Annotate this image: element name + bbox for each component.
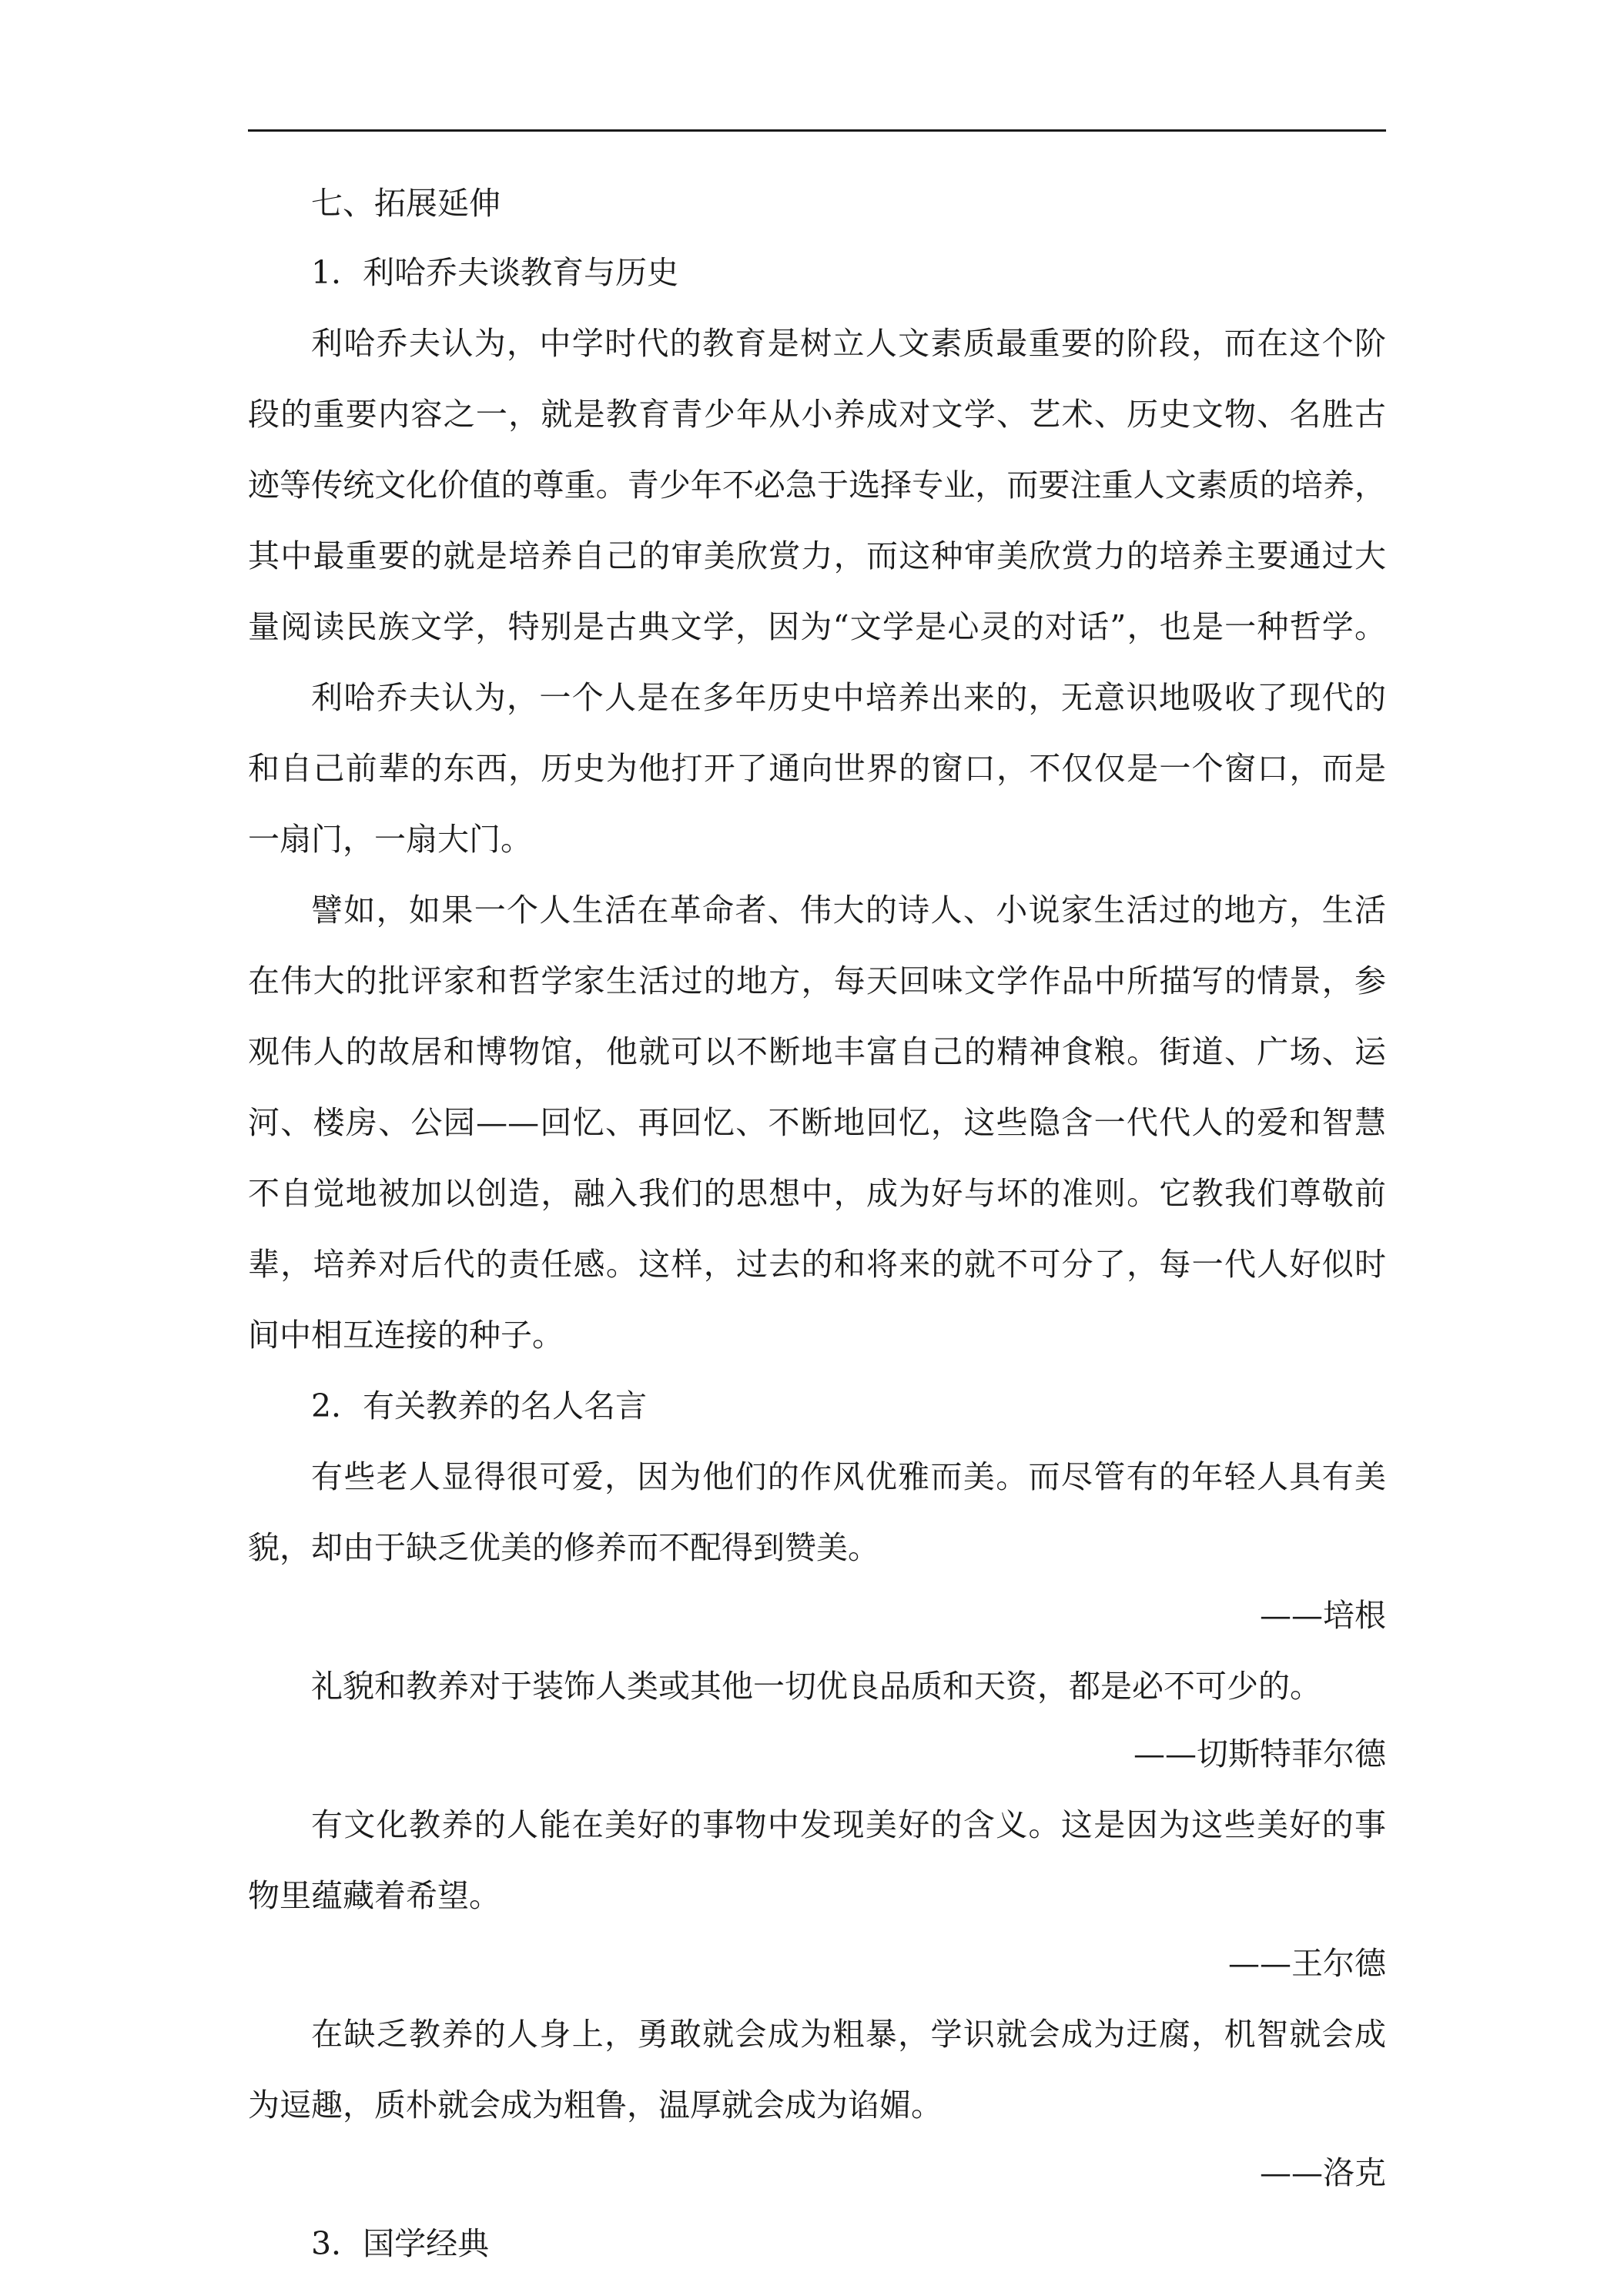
quote-line: 有文化教养的人能在美好的事物中发现美好的含义。这是因为这些美好的事 xyxy=(311,1806,1386,1843)
quote-line: 为逗趣，质朴就会成为粗鲁，温厚就会成为谄媚。 xyxy=(248,2087,943,2124)
quote-2 xyxy=(248,1668,1386,1772)
text-line: 迹等传统文化价值的尊重。青少年不必急于选择专业，而要注重人文素质的培养， xyxy=(248,467,1386,504)
text-line: 观伟人的故居和博物馆，他就可以不断地丰富自己的精神食粮。街道、广场、运 xyxy=(248,1033,1386,1070)
text-line: 在伟大的批评家和哲学家生活过的地方，每天回味文学作品中所描写的情景，参 xyxy=(248,962,1386,999)
header-rule xyxy=(248,129,1386,132)
quote-line: 貌，却由于缺乏优美的修养而不配得到赞美。 xyxy=(248,1529,879,1566)
quote-line: 物里蕴藏着希望。 xyxy=(248,1877,501,1914)
item1-title: 1．利哈乔夫谈教育与历史 xyxy=(311,254,679,291)
quote-attribution: ——培根 xyxy=(1260,1597,1386,1634)
item3-title: 3．国学经典 xyxy=(311,2225,490,2262)
item2-title: 2．有关教养的名人名言 xyxy=(311,1387,648,1424)
text-line: 河、楼房、公园——回忆、再回忆、不断地回忆，这些隐含一代代人的爱和智慧 xyxy=(248,1104,1386,1141)
section-heading: 七、拓展延伸 xyxy=(311,185,501,222)
quote-line: 在缺乏教养的人身上，勇敢就会成为粗暴，学识就会成为迂腐，机智就会成 xyxy=(311,2016,1386,2053)
quote-attribution: ——洛克 xyxy=(1260,2154,1386,2191)
text-line: 利哈乔夫认为，一个人是在多年历史中培养出来的，无意识地吸收了现代的 xyxy=(311,679,1386,716)
text-line: 一扇门，一扇大门。 xyxy=(248,821,532,858)
text-line: 量阅读民族文学，特别是古典文学，因为“文学是心灵的对话”，也是一种哲学。 xyxy=(248,608,1386,645)
quote-attribution: ——王尔德 xyxy=(1228,1945,1386,1982)
item1-paragraph-2 xyxy=(248,679,1386,858)
text-line: 辈，培养对后代的责任感。这样，过去的和将来的就不可分了，每一代人好似时 xyxy=(248,1246,1386,1283)
document-body xyxy=(248,185,1386,2262)
item1-paragraph-3 xyxy=(248,892,1386,1354)
text-line: 和自己前辈的东西，历史为他打开了通向世界的窗口，不仅仅是一个窗口，而是 xyxy=(248,750,1386,787)
quote-attribution: ——切斯特菲尔德 xyxy=(1133,1735,1386,1772)
quote-3 xyxy=(248,1806,1386,1982)
text-line: 间中相互连接的种子。 xyxy=(248,1317,564,1354)
text-line: 利哈乔夫认为，中学时代的教育是树立人文素质最重要的阶段，而在这个阶 xyxy=(311,325,1386,362)
quote-1 xyxy=(248,1458,1386,1634)
item1-paragraph-1 xyxy=(248,325,1386,645)
text-line: 不自觉地被加以创造，融入我们的思想中，成为好与坏的准则。它教我们尊敬前 xyxy=(248,1175,1386,1212)
text-line: 譬如，如果一个人生活在革命者、伟大的诗人、小说家生活过的地方，生活 xyxy=(311,892,1386,929)
quote-4 xyxy=(248,2016,1386,2191)
quote-line: 有些老人显得很可爱，因为他们的作风优雅而美。而尽管有的年轻人具有美 xyxy=(311,1458,1386,1495)
quote-line: 礼貌和教养对于装饰人类或其他一切优良品质和天资，都是必不可少的。 xyxy=(311,1668,1321,1705)
text-line: 其中最重要的就是培养自己的审美欣赏力，而这种审美欣赏力的培养主要通过大 xyxy=(248,537,1386,574)
text-line: 段的重要内容之一，就是教育青少年从小养成对文学、艺术、历史文物、名胜古 xyxy=(248,396,1386,433)
